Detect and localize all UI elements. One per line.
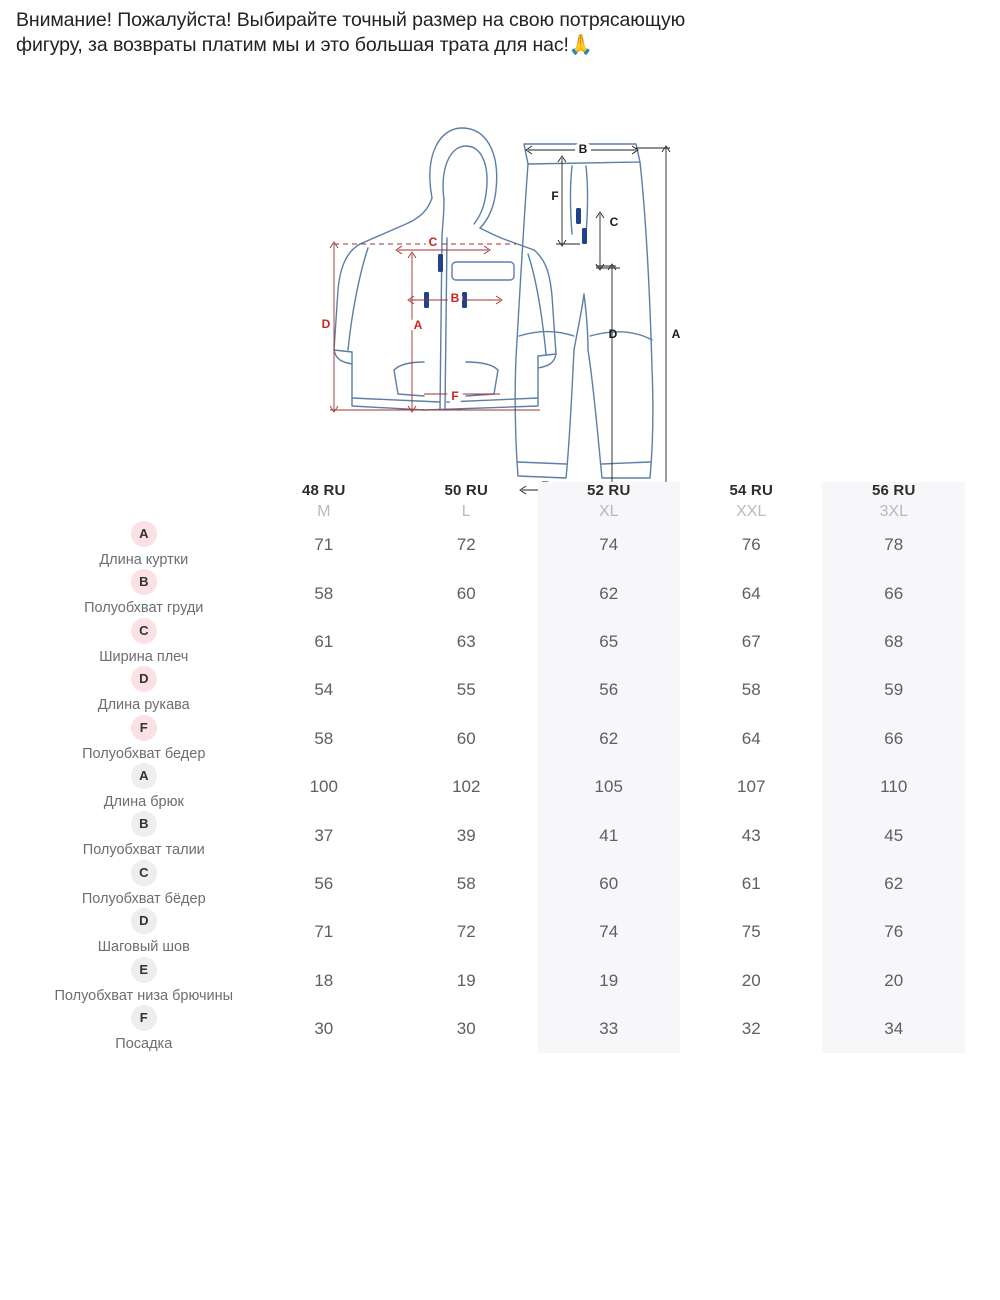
svg-text:F: F (551, 188, 559, 203)
cell-value: 54 (314, 680, 334, 700)
notice-line-1: Внимание! Пожалуйста! Выбирайте точный размер на свою потрясающую (16, 9, 686, 31)
cell-value: 62 (538, 569, 680, 617)
cell-value: 110 (822, 763, 965, 811)
cell-value: 19 (538, 957, 680, 1005)
cell-value: 67 (741, 631, 761, 651)
cell-value: 20 (741, 970, 761, 990)
measure-label: Длина рукава (97, 697, 190, 714)
svg-text:A: A (413, 317, 423, 332)
cell-value: 56 (314, 873, 334, 893)
cell-value: 58 (456, 873, 476, 893)
cell-value: 75 (741, 922, 761, 942)
size-chart-table (35, 482, 965, 1053)
table-row (35, 521, 965, 569)
cell-value: 34 (822, 1005, 965, 1053)
size-chart-table-wrapper (0, 482, 1000, 1053)
measure-label: Посадка (115, 1035, 173, 1052)
svg-text:D: D (608, 326, 618, 341)
notice-banner (0, 0, 1000, 58)
notice-line-2: фигуру, за возвраты платим мы и это большая трата для нас!🙏 (16, 33, 594, 56)
cell-value: 58 (741, 680, 761, 700)
cell-value: 58 (314, 583, 334, 603)
cell-value: 56 (538, 666, 680, 714)
cell-value: 59 (822, 666, 965, 714)
measure-badge: A (131, 763, 157, 789)
measure-badge: C (131, 618, 157, 644)
cell-value: 19 (456, 970, 476, 990)
table-body (35, 521, 965, 1053)
cell-value: 18 (314, 970, 334, 990)
cell-value: 32 (741, 1019, 761, 1039)
row-label-cell (35, 618, 253, 666)
measurement-header-cell (35, 482, 253, 521)
cell-value: 72 (456, 535, 476, 555)
row-label-cell (35, 521, 253, 569)
svg-text:D: D (321, 316, 331, 331)
svg-text:A: A (671, 326, 681, 341)
cell-value: 71 (314, 922, 334, 942)
svg-text:B: B (578, 141, 588, 156)
size-header-50ru: 50 RU L (444, 482, 489, 520)
cell-value: 61 (314, 631, 334, 651)
table-row (35, 618, 965, 666)
cell-value: 20 (822, 957, 965, 1005)
cell-value: 66 (822, 569, 965, 617)
table-row (35, 908, 965, 956)
size-header-48ru: 48 RU M (302, 482, 346, 520)
cell-value: 102 (452, 777, 481, 797)
cell-value: 74 (538, 521, 680, 569)
cell-value: 64 (741, 728, 761, 748)
cell-value: 37 (314, 825, 334, 845)
cell-value: 107 (737, 777, 766, 797)
cell-value: 100 (309, 777, 338, 797)
cell-value: 60 (538, 860, 680, 908)
row-label-cell (35, 569, 253, 617)
row-label-cell (35, 908, 253, 956)
cell-value: 66 (822, 715, 965, 763)
measure-badge: B (131, 811, 157, 837)
cell-value: 30 (456, 1019, 476, 1039)
measure-label: Ширина плеч (99, 648, 189, 665)
table-row (35, 957, 965, 1005)
cell-value: 45 (822, 811, 965, 859)
size-header-52ru: 52 RU XL (538, 482, 680, 521)
cell-value: 74 (538, 908, 680, 956)
row-label-cell (35, 860, 253, 908)
measure-label: Полуобхват бёдер (81, 890, 206, 907)
size-header-56ru: 56 RU 3XL (822, 482, 965, 521)
measure-badge: F (131, 1005, 157, 1031)
cell-value: 64 (741, 583, 761, 603)
measure-label: Длина куртки (99, 552, 189, 568)
measure-label: Полуобхват груди (84, 600, 204, 617)
row-label-cell (35, 1005, 253, 1053)
cell-value: 55 (456, 680, 476, 700)
cell-value: 30 (314, 1019, 334, 1039)
svg-text:B: B (450, 290, 460, 305)
cell-value: 60 (456, 728, 476, 748)
measure-badge: D (131, 908, 157, 934)
measure-badge: C (131, 860, 157, 886)
svg-text:F: F (451, 388, 459, 403)
garment-measurement-diagram (0, 58, 1000, 478)
table-row (35, 1005, 965, 1053)
row-label-cell (35, 763, 253, 811)
cell-value: 78 (822, 521, 965, 569)
row-label-cell (35, 666, 253, 714)
cell-value: 76 (822, 908, 965, 956)
measure-badge: D (131, 666, 157, 692)
cell-value: 62 (538, 715, 680, 763)
row-label-cell (35, 715, 253, 763)
cell-value: 33 (538, 1005, 680, 1053)
cell-value: 63 (456, 631, 476, 651)
measure-label: Полуобхват бедер (82, 745, 206, 762)
size-header-54ru: 54 RU XXL (729, 482, 773, 520)
measure-badge: E (131, 957, 157, 983)
table-header-row (35, 482, 965, 521)
measure-badge: B (131, 569, 157, 595)
cell-value: 58 (314, 728, 334, 748)
cell-value: 76 (741, 535, 761, 555)
cell-value: 60 (456, 583, 476, 603)
cell-value: 72 (456, 922, 476, 942)
cell-value: 71 (314, 535, 334, 555)
cell-value: 61 (741, 873, 761, 893)
cell-value: 43 (741, 825, 761, 845)
table-row (35, 666, 965, 714)
cell-value: 68 (822, 618, 965, 666)
svg-text:C: C (428, 234, 438, 249)
cell-value: 39 (456, 825, 476, 845)
table-row (35, 763, 965, 811)
measure-label: Шаговый шов (97, 939, 190, 956)
cell-value: 62 (822, 860, 965, 908)
measure-label: Длина брюк (103, 793, 184, 810)
cell-value: 41 (538, 811, 680, 859)
measure-label: Полуобхват низа брючины (54, 987, 234, 1004)
table-row (35, 569, 965, 617)
table-row (35, 860, 965, 908)
row-label-cell (35, 811, 253, 859)
row-label-cell (35, 957, 253, 1005)
measure-badge: A (131, 521, 157, 547)
svg-text:C: C (609, 214, 619, 229)
measure-label: Полуобхват талии (82, 842, 205, 859)
measure-badge: F (131, 715, 157, 741)
table-row (35, 811, 965, 859)
cell-value: 105 (538, 763, 680, 811)
cell-value: 65 (538, 618, 680, 666)
table-row (35, 715, 965, 763)
